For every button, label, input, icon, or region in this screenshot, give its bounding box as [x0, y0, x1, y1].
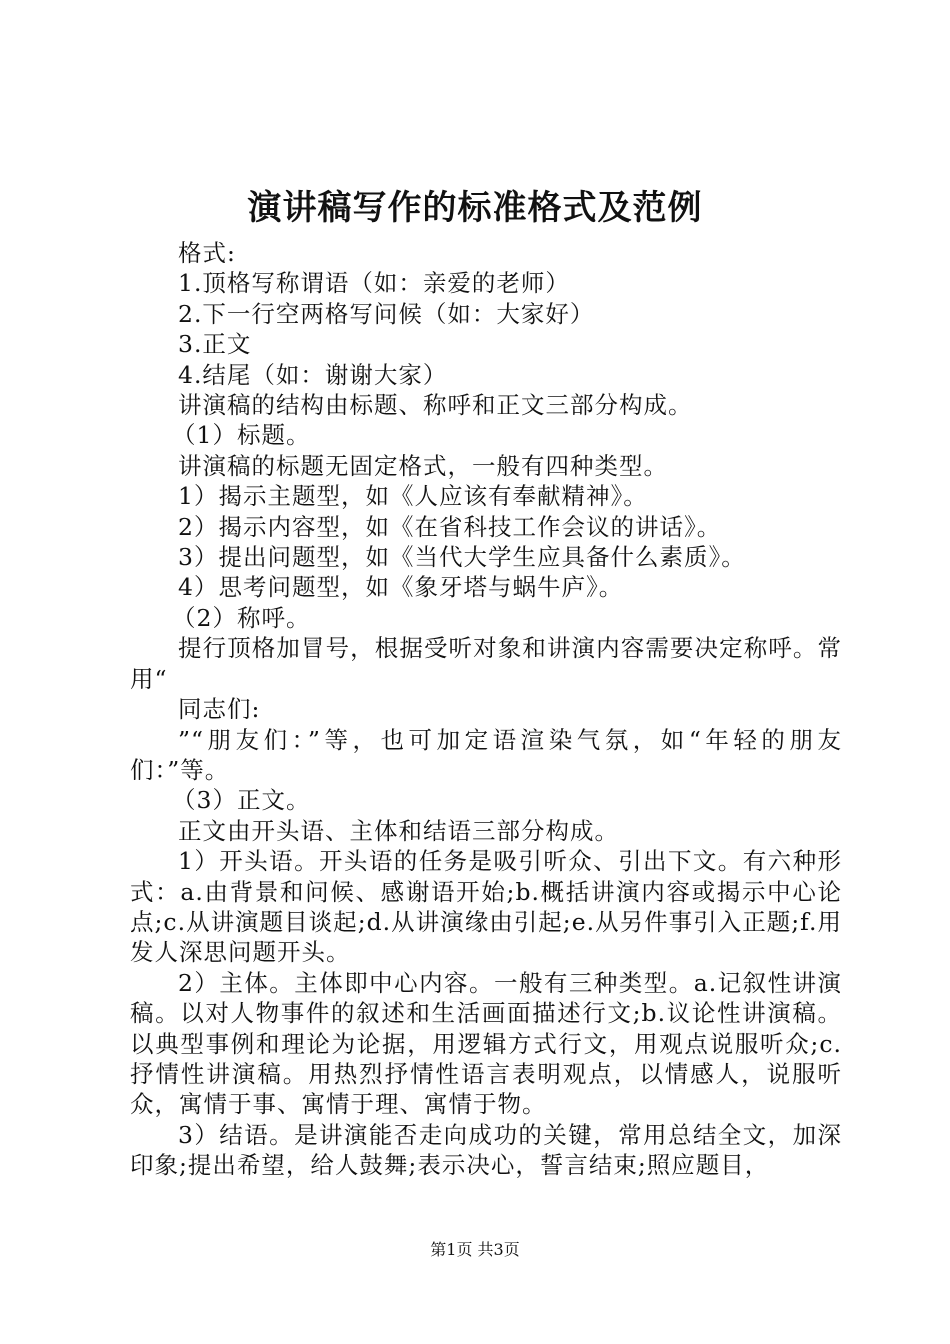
paragraph-section-body: （3）正文。 — [172, 786, 311, 815]
paragraph-structure-intro: 讲演稿的结构由标题、称呼和正文三部分构成。 — [178, 391, 693, 420]
paragraph-salutation-rule: 提行顶格加冒号，根据受听对象和讲演内容需要决定称呼。常用“ — [130, 634, 842, 693]
paragraph-format-item-1: 1.顶格写称谓语（如：亲爱的老师） — [178, 269, 570, 298]
paragraph-format-item-4: 4.结尾（如：谢谢大家） — [178, 360, 448, 389]
paragraph-conclusion: 3）结语。是讲演能否走向成功的关键，常用总结全文，加深印象;提出希望，给人鼓舞;表示决心，誓言结束;照应题目， — [130, 1120, 842, 1180]
document-title: 演讲稿写作的标准格式及范例 — [247, 188, 703, 228]
paragraph-section-title: （1）标题。 — [172, 421, 311, 450]
paragraph-title-type-3: 3）提出问题型，如《当代大学生应具备什么素质》。 — [178, 543, 746, 572]
paragraph-body-structure: 正文由开头语、主体和结语三部分构成。 — [178, 816, 619, 845]
paragraph-opening: 1）开头语。开头语的任务是吸引听众、引出下文。有六种形式：a.由背景和问候、感谢语开始;b.概括讲演内容或揭示中心论点;c.从讲演题目谈起;d.从讲演缘由引起;e.从另件事引入正题;f.用发人深思问题开头。 — [130, 847, 842, 967]
document-body — [130, 238, 842, 1181]
page-number-footer: 第1页 共3页 — [430, 1240, 520, 1259]
paragraph-title-type-1: 1）揭示主题型，如《人应该有奉献精神》。 — [178, 482, 648, 511]
paragraph-salutation-example: 同志们: — [178, 695, 261, 724]
paragraph-main-body: 2）主体。主体即中心内容。一般有三种类型。a.记叙性讲演稿。以对人物事件的叙述和生活画面描述行文;b.议论性讲演稿。以典型事例和理论为论据，用逻辑方式行文，用观点说服听众;c.抒情性讲演稿。用热烈抒情性语言表明观点，以情感人，说服听众，寓情于事、寓情于理、寓情于物。 — [130, 968, 842, 1119]
paragraph-section-salutation: （2）称呼。 — [172, 603, 311, 632]
paragraph-format-item-2: 2.下一行空两格写问候（如：大家好） — [178, 299, 595, 328]
paragraph-format-item-3: 3.正文 — [178, 330, 252, 359]
paragraph-title-type-2: 2）揭示内容型，如《在省科技工作会议的讲话》。 — [178, 512, 722, 541]
paragraph-title-type-4: 4）思考问题型，如《象牙塔与蜗牛庐》。 — [178, 573, 624, 602]
paragraph-format-heading: 格式: — [178, 239, 236, 267]
paragraph-salutation-more: ”“朋友们：”等，也可加定语渲染气氛，如“年轻的朋友们：”等。 — [130, 725, 842, 784]
paragraph-title-types: 讲演稿的标题无固定格式，一般有四种类型。 — [178, 451, 668, 480]
